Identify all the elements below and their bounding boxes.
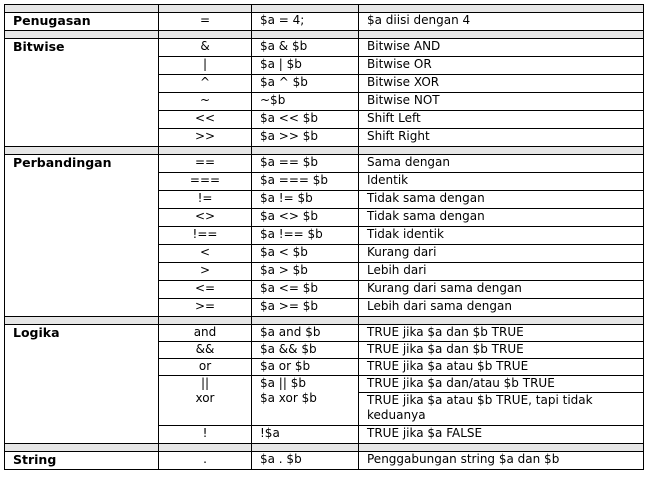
description-cell: Bitwise XOR [359, 75, 644, 93]
category-string: String [5, 452, 159, 470]
description-cell: Kurang dari [359, 245, 644, 263]
operator-cell: . [159, 452, 252, 470]
description-cell: Lebih dari sama dengan [359, 299, 644, 317]
example-cell: $a !== $b [252, 227, 359, 245]
table-row [5, 325, 644, 342]
description-cell: TRUE jika $a atau $b TRUE, tapi tidak keduanya [359, 393, 644, 426]
description-cell: Tidak sama dengan [359, 191, 644, 209]
description-cell: Identik [359, 173, 644, 191]
operator-cell: != [159, 191, 252, 209]
description-cell: TRUE jika $a atau $b TRUE [359, 359, 644, 376]
description-cell: Lebih dari [359, 263, 644, 281]
example-cell: $a === $b [252, 173, 359, 191]
example-cell: $a . $b [252, 452, 359, 470]
example-xor: $a xor $b [260, 391, 317, 405]
operator-cell: ! [159, 426, 252, 444]
operator-table-sheet [4, 4, 643, 478]
description-cell: $a diisi dengan 4 [359, 13, 644, 31]
example-cell: ~$b [252, 93, 359, 111]
example-cell: $a == $b [252, 155, 359, 173]
example-cell: $a and $b [252, 325, 359, 342]
example-cell: $a << $b [252, 111, 359, 129]
example-or-symbol: $a || $b [260, 376, 306, 390]
description-cell: Kurang dari sama dengan [359, 281, 644, 299]
separator-row [5, 5, 644, 13]
example-cell: $a = 4; [252, 13, 359, 31]
operator-cell: ^ [159, 75, 252, 93]
category-comparison: Perbandingan [5, 155, 159, 317]
category-bitwise: Bitwise [5, 39, 159, 147]
description-cell: TRUE jika $a dan/atau $b TRUE [359, 376, 644, 393]
description-cell: Shift Left [359, 111, 644, 129]
description-cell: Tidak identik [359, 227, 644, 245]
example-cell: $a != $b [252, 191, 359, 209]
php-operator-table [4, 4, 644, 470]
operator-cell: & [159, 39, 252, 57]
operator-cell: = [159, 13, 252, 31]
table-row [5, 155, 644, 173]
example-cell: $a ^ $b [252, 75, 359, 93]
operator-or-symbol: || [200, 376, 210, 390]
separator-row [5, 147, 644, 155]
operator-cell: == [159, 155, 252, 173]
operator-cell: >= [159, 299, 252, 317]
example-cell: $a < $b [252, 245, 359, 263]
separator-row [5, 31, 644, 39]
description-cell: Shift Right [359, 129, 644, 147]
example-cell [252, 376, 359, 426]
description-cell: TRUE jika $a FALSE [359, 426, 644, 444]
example-cell: $a >> $b [252, 129, 359, 147]
description-cell: Penggabungan string $a dan $b [359, 452, 644, 470]
example-cell: $a && $b [252, 342, 359, 359]
separator-row [5, 444, 644, 452]
operator-cell: and [159, 325, 252, 342]
description-cell: TRUE jika $a dan $b TRUE [359, 342, 644, 359]
example-cell: $a > $b [252, 263, 359, 281]
operator-cell: > [159, 263, 252, 281]
description-cell: Tidak sama dengan [359, 209, 644, 227]
example-cell: $a >= $b [252, 299, 359, 317]
description-cell: Sama dengan [359, 155, 644, 173]
example-cell: $a <> $b [252, 209, 359, 227]
operator-cell: <> [159, 209, 252, 227]
operator-cell: === [159, 173, 252, 191]
example-cell: $a & $b [252, 39, 359, 57]
operator-cell: << [159, 111, 252, 129]
operator-cell: !== [159, 227, 252, 245]
description-cell: Bitwise AND [359, 39, 644, 57]
operator-cell: < [159, 245, 252, 263]
table-row [5, 39, 644, 57]
example-cell: $a | $b [252, 57, 359, 75]
separator-row [5, 317, 644, 325]
operator-cell: | [159, 57, 252, 75]
description-cell: Bitwise NOT [359, 93, 644, 111]
operator-cell: && [159, 342, 252, 359]
description-cell: Bitwise OR [359, 57, 644, 75]
operator-cell [159, 376, 252, 426]
table-row [5, 452, 644, 470]
example-cell: $a or $b [252, 359, 359, 376]
category-assignment: Penugasan [5, 13, 159, 31]
operator-cell: <= [159, 281, 252, 299]
operator-xor: xor [195, 391, 215, 405]
description-cell: TRUE jika $a dan $b TRUE [359, 325, 644, 342]
example-cell: $a <= $b [252, 281, 359, 299]
operator-cell: or [159, 359, 252, 376]
operator-cell: ~ [159, 93, 252, 111]
example-cell: !$a [252, 426, 359, 444]
table-row [5, 13, 644, 31]
operator-cell: >> [159, 129, 252, 147]
category-logic: Logika [5, 325, 159, 444]
